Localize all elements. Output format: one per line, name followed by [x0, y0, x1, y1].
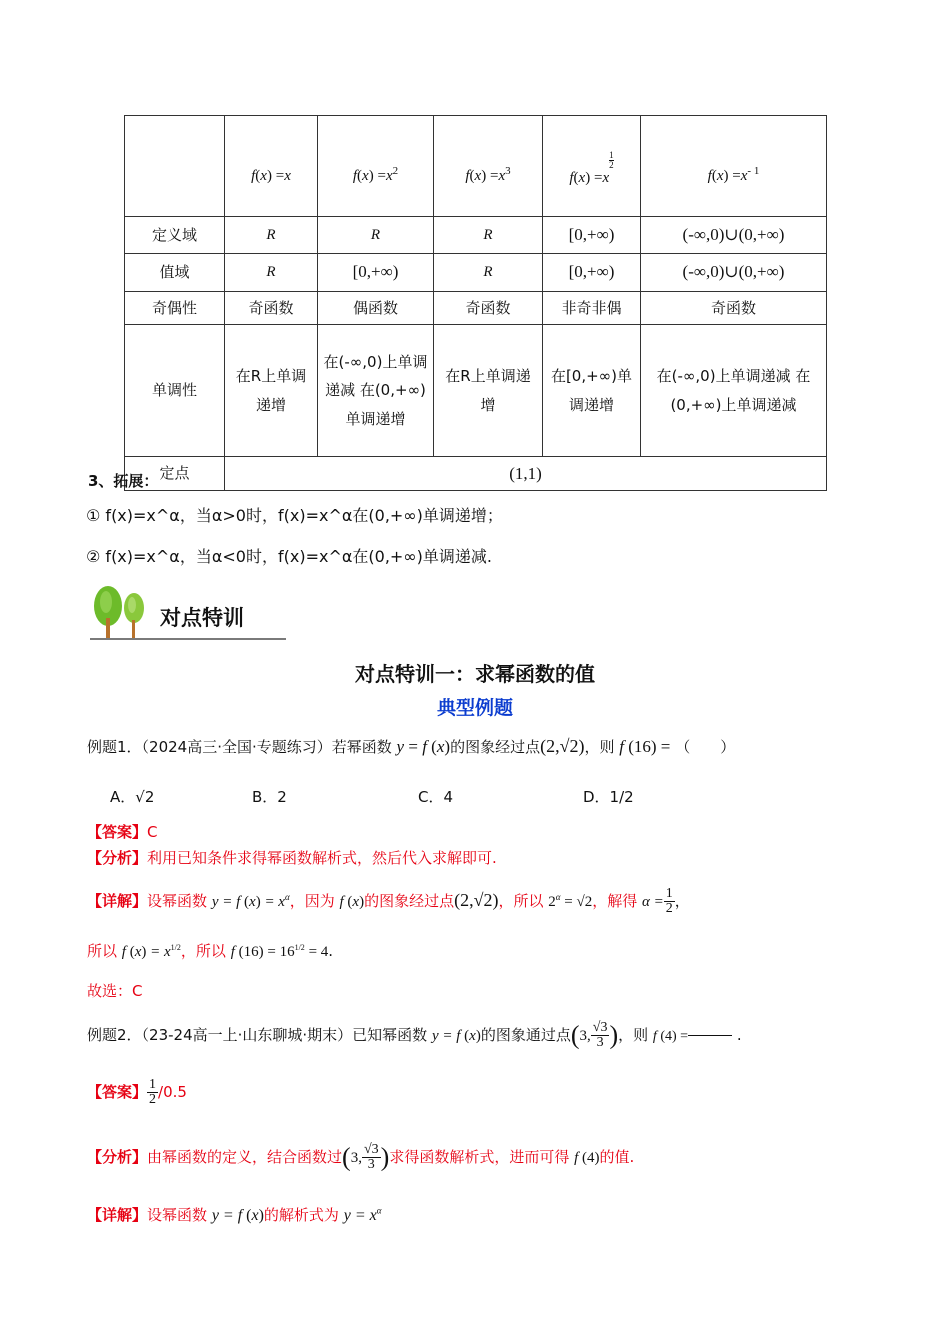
answer-tag: 【答案】 — [87, 1083, 148, 1101]
analysis-text: 由幂函数的定义，结合函数过 — [147, 1148, 343, 1166]
table-cell: 偶函数 — [318, 291, 434, 325]
table-cell: 在[0,+∞)单调递增 — [543, 325, 641, 457]
detail-formula: $y = x^\alpha$ — [343, 1205, 382, 1224]
detail-formula: α = — [642, 894, 664, 910]
analysis-text: 利用已知条件求得幂函数解析式，然后代入求解即可. — [147, 849, 497, 867]
header-f-x3: $f(x) =x^3$ — [434, 116, 543, 217]
detail-formula: y = f (x) — [211, 1207, 264, 1224]
detail-formula: $2^\alpha = √2$ — [548, 892, 593, 910]
table-cell: R — [434, 254, 543, 291]
header-f-sqrt: f(x) =x $^{\frac{1}{2}}$ — [543, 116, 641, 217]
table-cell: 在R上单调递增 — [225, 325, 318, 457]
table-cell: (-∞,0)∪(0,+∞) — [641, 254, 827, 291]
detail-formula: f $(16) = 16^{1/2} = 4$ — [230, 943, 329, 960]
detail-tag: 【详解】 — [87, 1206, 148, 1224]
table-row-monotonicity — [125, 325, 827, 457]
example2-stem: 例题2．（23-24高一上·山东聊城·期末）已知幂函数 y = f (x)的图象通过点(3, $\frac{√3}{3}$ )，则 f (4) = . — [87, 1020, 742, 1050]
example2-function: y = f (x) — [431, 1028, 481, 1044]
example1-answer — [87, 821, 158, 842]
detail-text: 的解析式为 — [263, 1206, 339, 1224]
table-cell: 在R上单调递增 — [434, 325, 543, 457]
detail-point: (2,√2) — [454, 890, 499, 910]
analysis-formula: f (4) — [574, 1150, 600, 1166]
example1-analysis — [87, 847, 497, 868]
table-cell: 奇函数 — [434, 291, 543, 325]
example2-point-fraction: $\frac{√3}{3}$ — [592, 1020, 608, 1050]
detail-text: ，所以 — [498, 892, 544, 910]
row-label: 奇偶性 — [125, 291, 225, 325]
analysis-text: 的值. — [599, 1148, 635, 1166]
table-cell: 在(-∞,0)上单调递减 在(0,+∞)单调递增 — [318, 325, 434, 457]
table-header-row — [125, 116, 827, 217]
answer-tag: 【答案】 — [87, 823, 148, 841]
table-row-range — [125, 254, 827, 291]
example1-stem-text: 例题1．（2024高三·全国·专题练习）若幂函数 — [87, 738, 392, 756]
table-cell: (1,1) — [225, 457, 827, 491]
example2-stem-text: ，则 — [618, 1026, 649, 1044]
example1-point: (2,√2) — [540, 736, 585, 756]
table-cell: 非奇非偶 — [543, 291, 641, 325]
tree-icon — [90, 584, 156, 640]
table-cell: R — [434, 217, 543, 254]
row-label: 单调性 — [125, 325, 225, 457]
table-cell: 在(-∞,0)上单调递减 在(0,+∞)上单调递减 — [641, 325, 827, 457]
example2-detail — [87, 1204, 381, 1225]
example1-detail-line2: 所以 f $(x) = x^{1/2}$，所以 f $(16) = 16^{1/2} = 4$. — [87, 942, 334, 960]
example1-detail: 【详解】设幂函数 y = f $(x) = x^\alpha$，因为 f (x)的图象经过点(2,√2)，所以 $2^\alpha = √2$，解得 α = $\frac{1}{2}$ ， — [87, 886, 690, 916]
extension-item-2: ② f(x)=x^α，当α<0时，f(x)=x^α在(0,+∞)单调递减. — [86, 547, 492, 566]
example1-conclusion: 故选：C — [87, 982, 143, 1000]
option-c: C．4 — [418, 788, 454, 806]
detail-tag: 【详解】 — [87, 892, 148, 910]
analysis-tag: 【分析】 — [87, 849, 148, 867]
answer-value: C — [147, 823, 158, 841]
header-f-x2: $f(x) =x^2$ — [318, 116, 434, 217]
example1-function: y = f (x) — [396, 737, 451, 756]
table-cell: 奇函数 — [225, 291, 318, 325]
section-title: 对点特训一：求幂函数的值 — [355, 662, 595, 686]
table-cell: [0,+∞) — [543, 254, 641, 291]
header-f-x: f(x) =x — [225, 116, 318, 217]
banner-underline — [90, 638, 286, 640]
analysis-tag: 【分析】 — [87, 1148, 148, 1166]
subsection-title: 典型例题 — [436, 697, 513, 719]
example2-query: f (4) = — [652, 1029, 689, 1044]
table-cell: R — [225, 254, 318, 291]
table-row-fixed-point — [125, 457, 827, 491]
table-cell: R — [225, 217, 318, 254]
answer-blank[interactable] — [688, 1035, 732, 1036]
extension-item-1: ① f(x)=x^α，当α>0时，f(x)=x^α在(0,+∞)单调递增； — [86, 506, 503, 525]
detail-formula: f (x) — [339, 894, 365, 910]
row-label: 值域 — [125, 254, 225, 291]
power-function-table — [124, 115, 827, 491]
detail-text: 所以 — [87, 942, 118, 960]
detail-text: ，所以 — [180, 942, 226, 960]
table-corner-cell — [125, 116, 225, 217]
detail-text: 设幂函数 — [147, 1206, 208, 1224]
example1-stem — [87, 736, 735, 757]
table-cell: [0,+∞) — [318, 254, 434, 291]
detail-text: 的图象经过点 — [364, 892, 455, 910]
example1-blank: （ ） — [675, 738, 736, 756]
example1-stem-text: 的图象经过点 — [450, 738, 541, 756]
example2-answer — [87, 1078, 187, 1107]
option-a: A．√2 — [110, 788, 155, 806]
table-row-parity — [125, 291, 827, 325]
detail-text: ，解得 — [592, 892, 638, 910]
extension-title: 3、拓展： — [88, 472, 159, 490]
example1-query: f (16) = — [619, 737, 671, 756]
table-cell: 奇函数 — [641, 291, 827, 325]
detail-formula: f $(x) = x^{1/2}$ — [121, 943, 181, 960]
detail-fraction: $\frac{1}{2}$ — [665, 886, 673, 916]
option-d: D．1/2 — [583, 788, 634, 806]
table-cell: R — [318, 217, 434, 254]
section-banner — [90, 584, 290, 642]
detail-formula: y = f $(x) = x^\alpha$ — [211, 892, 290, 910]
detail-text: ，因为 — [289, 892, 335, 910]
table-cell: [0,+∞) — [543, 217, 641, 254]
answer-fraction: $\frac{1}{2}$ — [149, 1077, 157, 1107]
example2-stem-text: 的图象通过点 — [480, 1026, 571, 1044]
table-row-domain — [125, 217, 827, 254]
detail-text: 设幂函数 — [147, 892, 208, 910]
analysis-fraction: $\frac{√3}{3}$ — [363, 1142, 379, 1172]
header-f-inverse: $f(x) =x^{- 1}$ — [641, 116, 827, 217]
row-label: 定点 — [125, 457, 225, 491]
banner-title: 对点特训 — [160, 606, 244, 630]
example1-stem-text: ，则 — [584, 738, 615, 756]
answer-value: /0.5 — [158, 1083, 187, 1101]
example2-analysis: 【分析】由幂函数的定义，结合函数过(3, $\frac{√3}{3}$ )求得函数解析式，进而可得 f (4)的值. — [87, 1142, 635, 1172]
option-b: B．2 — [252, 788, 287, 806]
analysis-text: 求得函数解析式，进而可得 — [389, 1148, 570, 1166]
table-cell: (-∞,0)∪(0,+∞) — [641, 217, 827, 254]
example2-stem-text: 例题2．（23-24高一上·山东聊城·期末）已知幂函数 — [87, 1026, 428, 1044]
row-label: 定义域 — [125, 217, 225, 254]
